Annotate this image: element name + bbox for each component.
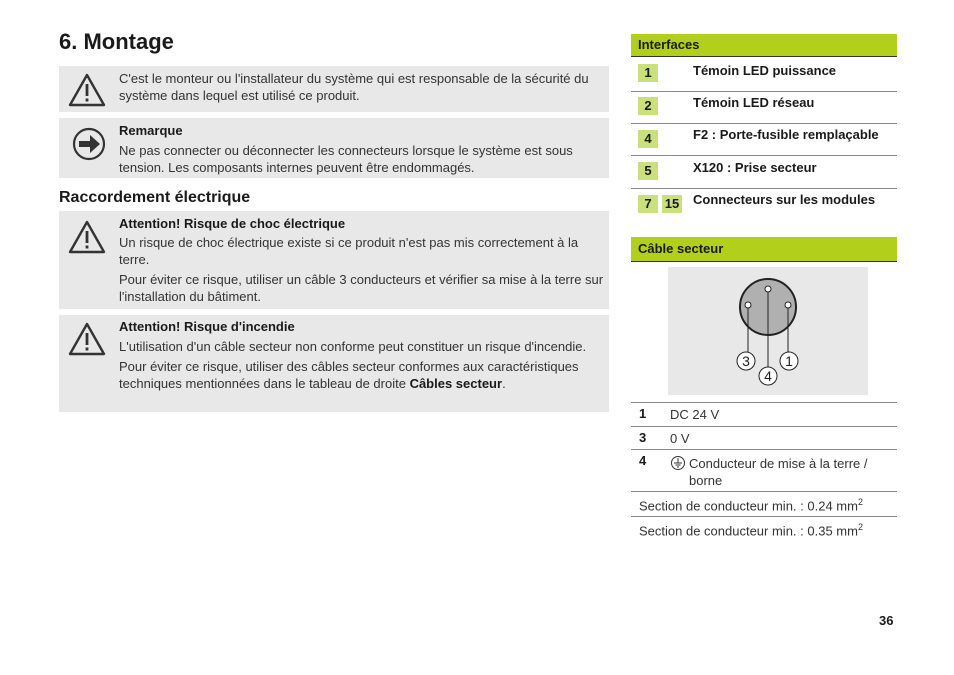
pin-number: 3 xyxy=(639,430,647,445)
notice-title: Remarque xyxy=(119,123,183,138)
pin-description: Conducteur de mise à la terre / borne xyxy=(689,456,868,488)
fire-warning xyxy=(59,315,609,412)
callout-number: 1 xyxy=(638,64,658,82)
pin-description: DC 24 V xyxy=(670,407,720,422)
warning-icon xyxy=(67,319,107,359)
page-title: 6. Montage xyxy=(59,29,174,54)
warning-text: Pour éviter ce risque, utiliser un câble 3 conducteurs et vérifier sa mise à la terre sur l'installation du bâtiment. xyxy=(119,272,604,304)
pin-label: 3 xyxy=(742,353,750,369)
warning-text: Pour éviter ce risque, utiliser des câbles secteur conformes aux caractéristiques techniques mentionnées dans le tableau de droite Câbles secteur. xyxy=(119,359,579,391)
interface-row xyxy=(631,124,897,156)
warning-icon xyxy=(67,70,107,110)
callout-number: 2 xyxy=(638,97,658,115)
cable-row xyxy=(631,403,897,427)
interfaces-header: Interfaces xyxy=(631,34,897,57)
cable-row xyxy=(631,427,897,450)
interface-label: F2 : Porte-fusible remplaçable xyxy=(693,127,879,142)
connector-pinout-drawing xyxy=(668,267,868,395)
pin-label: 4 xyxy=(764,368,772,384)
interface-row xyxy=(631,156,897,189)
interface-row xyxy=(631,92,897,124)
page-number: 36 xyxy=(879,613,894,628)
callout-number: 7 xyxy=(638,195,658,213)
conductor-section: Section de conducteur min. : 0.35 $mm^2$ xyxy=(639,522,863,539)
cable-row xyxy=(631,450,897,492)
shock-warning xyxy=(59,211,609,309)
interface-label: X120 : Prise secteur xyxy=(693,160,817,175)
warning-text: L'utilisation d'un câble secteur non conforme peut constituer un risque d'incendie. xyxy=(119,339,587,354)
notice-text: Ne pas connecter ou déconnecter les connecteurs lorsque le système est sous tension. Les composants internes peuvent être endommagés. xyxy=(119,143,573,175)
interface-row xyxy=(631,57,897,92)
ground-icon xyxy=(670,455,686,471)
safety-notice xyxy=(59,66,609,112)
interface-label: Témoin LED réseau xyxy=(693,95,815,110)
callout-number: 4 xyxy=(638,130,658,148)
cable-table-reference: Câbles secteur xyxy=(409,376,503,391)
pin-description: 0 V xyxy=(670,431,690,446)
pin-number: 4 xyxy=(639,453,647,468)
conductor-section: Section de conducteur min. : 0.24 $mm^2$ xyxy=(631,492,897,517)
callout-number: 5 xyxy=(638,162,658,180)
interface-row xyxy=(631,189,897,219)
connector-diagram xyxy=(668,267,868,395)
notice-text: C'est le monteur ou l'installateur du système qui est responsable de la sécurité du système dans lequel est utilisé ce produit. xyxy=(119,71,589,103)
warning-title: Attention! Risque d'incendie xyxy=(119,319,295,334)
interface-label: Témoin LED puissance xyxy=(693,63,837,78)
warning-text: Un risque de choc électrique existe si ce produit n'est pas mis correctement à la terre. xyxy=(119,235,579,267)
cable-header: Câble secteur xyxy=(631,237,897,262)
remark-notice xyxy=(59,118,609,178)
callout-number: 15 xyxy=(662,195,682,213)
warning-title: Attention! Risque de choc électrique xyxy=(119,216,346,231)
warning-icon xyxy=(67,217,107,257)
arrow-right-icon xyxy=(69,124,109,164)
interface-label: Connecteurs sur les modules xyxy=(693,192,876,207)
section-heading: Raccordement électrique xyxy=(59,189,251,206)
pin-number: 1 xyxy=(639,406,647,421)
pin-label: 1 xyxy=(785,353,793,369)
